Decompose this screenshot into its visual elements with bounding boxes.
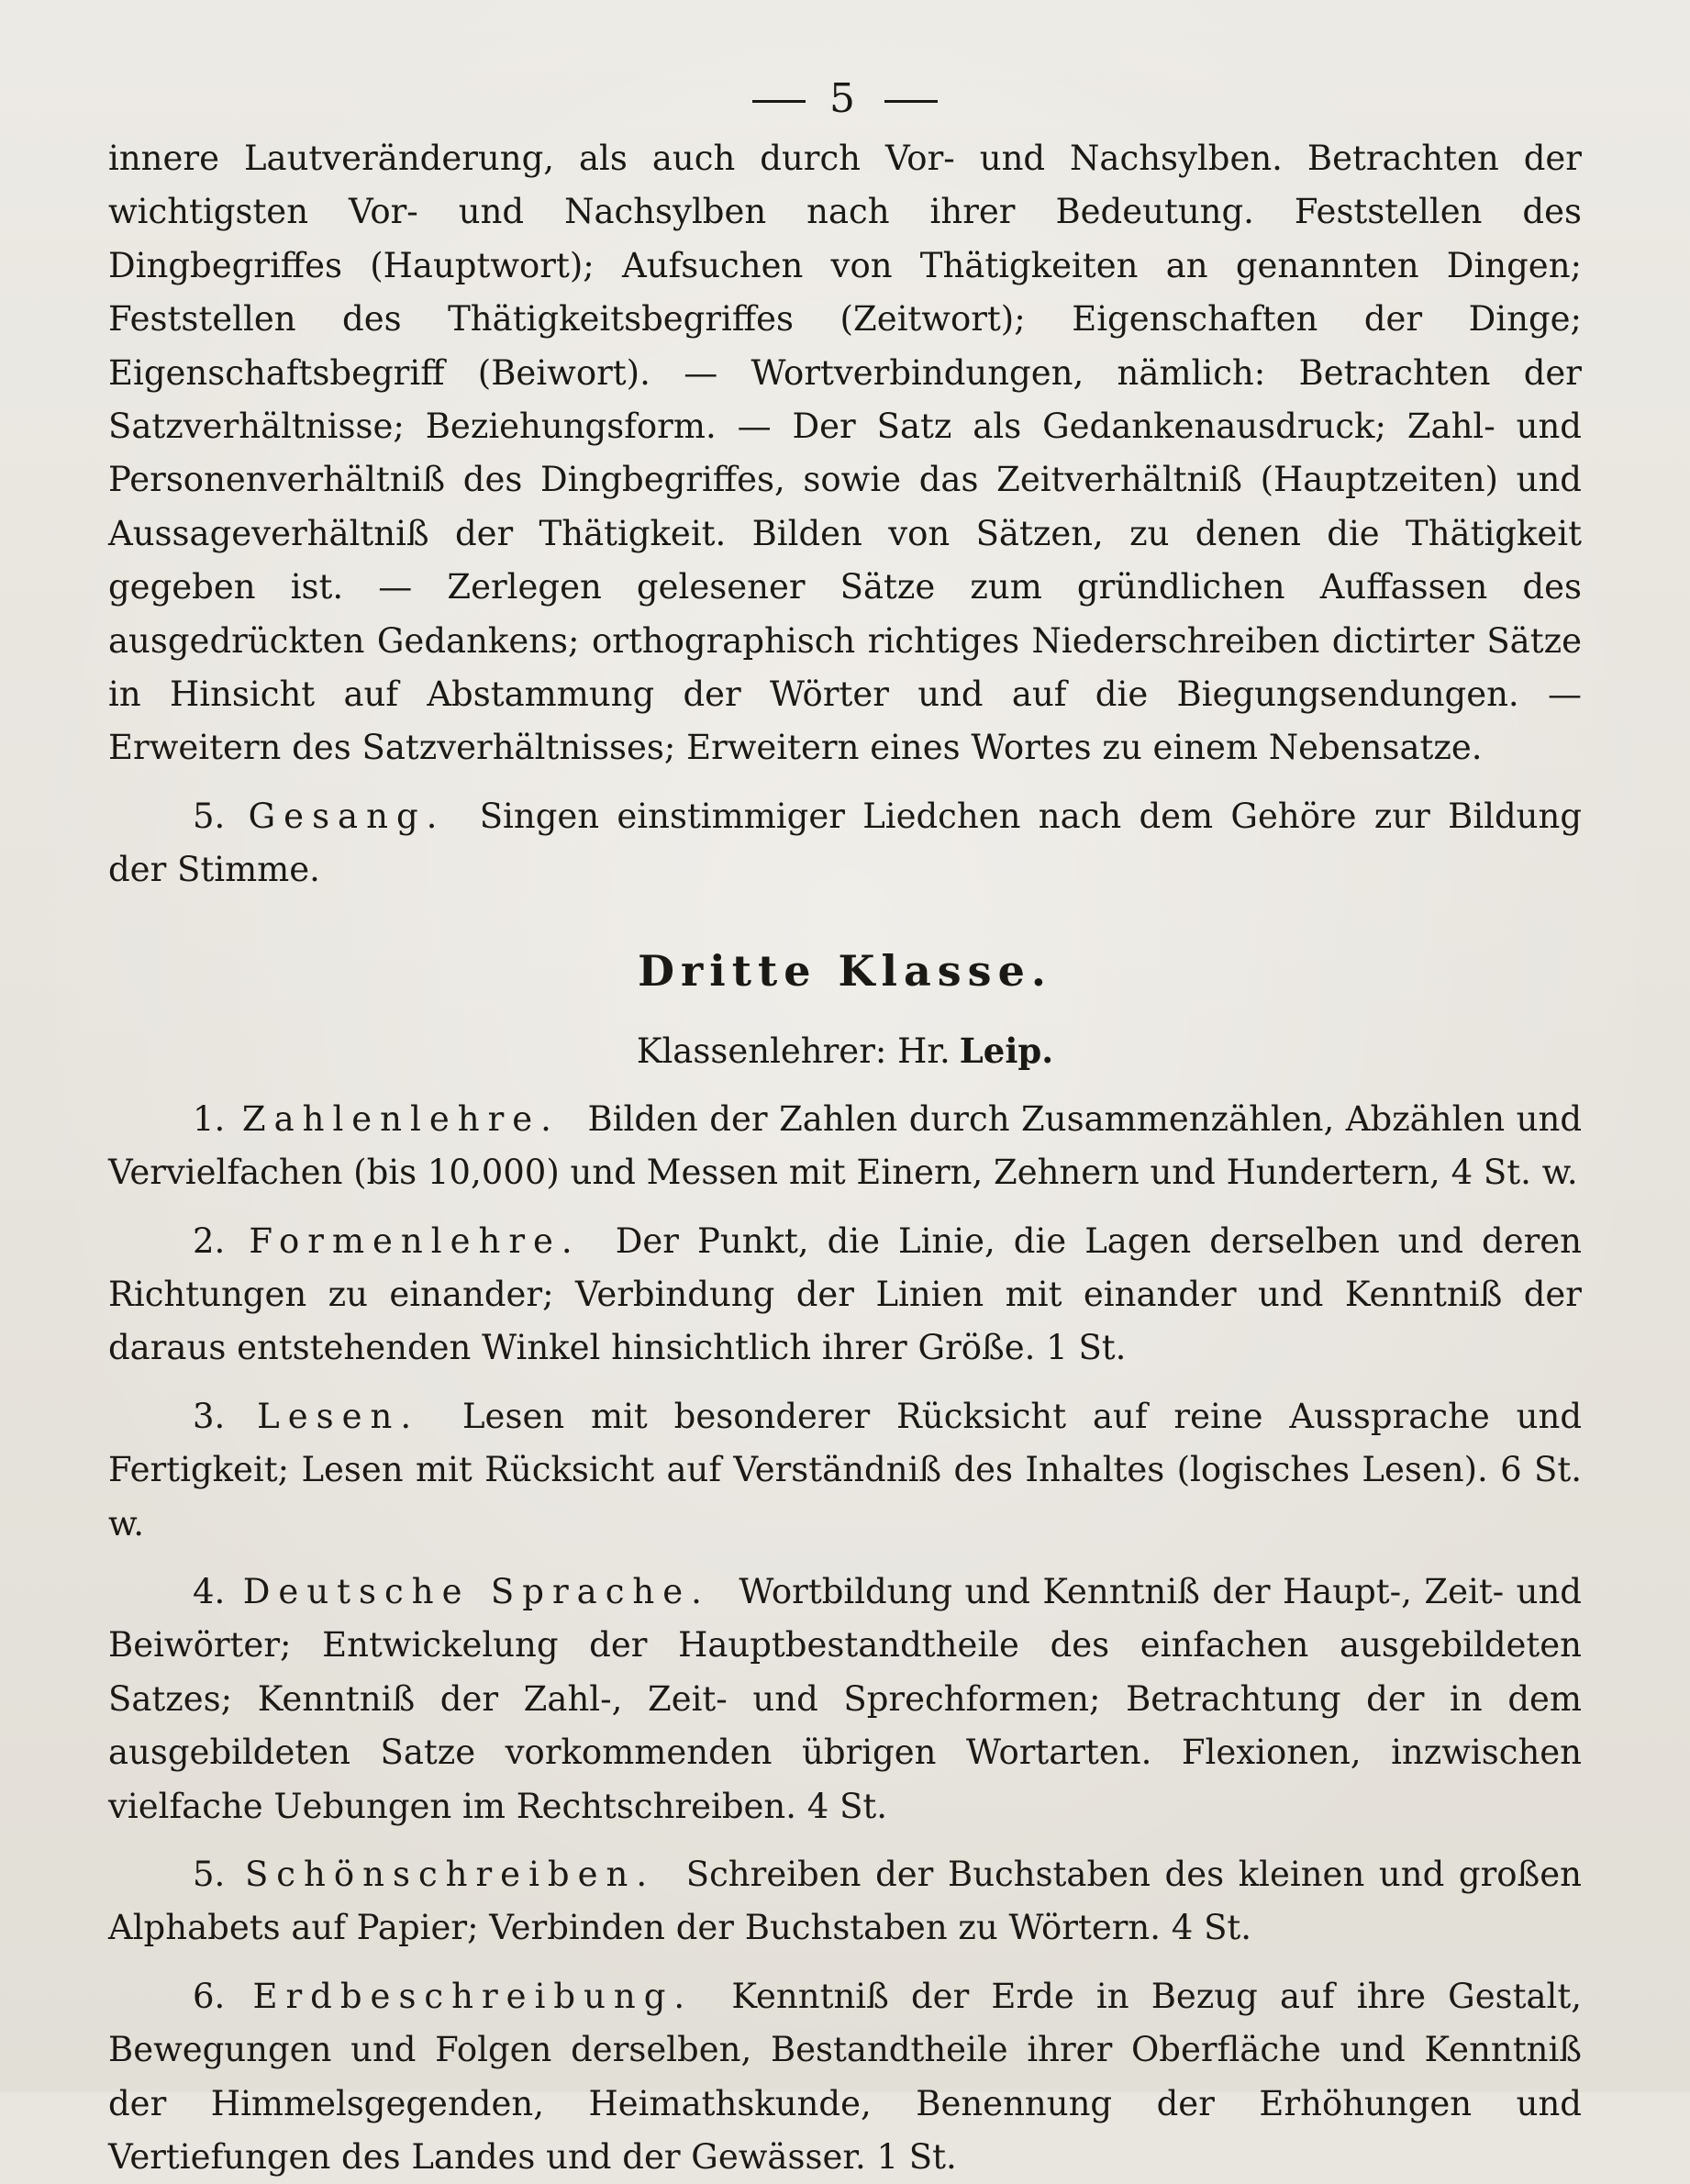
page-number-dash-right bbox=[884, 100, 938, 103]
class-teacher bbox=[108, 1024, 1582, 1078]
subject-number: 4. bbox=[193, 1571, 226, 1611]
page-number bbox=[108, 72, 1582, 127]
gesang-heading: Gesang. bbox=[248, 796, 446, 836]
subject-heading: Deutsche Sprache. bbox=[242, 1571, 710, 1611]
subject-item-lesen bbox=[108, 1390, 1582, 1551]
subject-heading: Formenlehre. bbox=[249, 1220, 581, 1261]
subject-text: Schreiben der Buchstaben des kleinen und großen Alphabets auf Papier; Verbinden der Buchstaben zu Wörtern. 4 St. bbox=[108, 1854, 1582, 1948]
subject-text: Kenntniß der Erde in Bezug auf ihre Gestalt, Bewegungen und Folgen derselben, Bestandtheile ihrer Oberfläche und Kenntniß der Himmelsgegenden, Heimathskunde, Benennung der Erhöhungen und Vertiefungen des Landes und der Gewässer. 1 St. bbox=[108, 1976, 1582, 2177]
class-teacher-name: Leip. bbox=[959, 1030, 1054, 1071]
subject-item-schoenschreiben bbox=[108, 1848, 1582, 1956]
subject-item-formenlehre bbox=[108, 1215, 1582, 1376]
section-title: Dritte Klasse. bbox=[638, 945, 1052, 996]
gesang-item bbox=[108, 790, 1582, 897]
subject-text: Bilden der Zahlen durch Zusammenzählen, Abzählen und Vervielfachen (bis 10,000) und Messen mit Einern, Zehnern und Hundertern, 4 St. w. bbox=[108, 1098, 1583, 1193]
subject-item-zahlenlehre bbox=[108, 1093, 1582, 1200]
subject-text: Lesen mit besonderer Rücksicht auf reine Aussprache und Fertigkeit; Lesen mit Rücksicht auf Verständniß des Inhaltes (logisches Lesen). 6 St. w. bbox=[108, 1396, 1582, 1543]
subject-heading: Schönschreiben. bbox=[244, 1854, 656, 1894]
subject-number: 3. bbox=[193, 1396, 226, 1436]
subject-heading: Erdbeschreibung. bbox=[252, 1976, 694, 2016]
page-number-dash-left bbox=[752, 100, 806, 103]
gesang-text: Singen einstimmiger Liedchen nach dem Gehöre zur Bildung der Stimme. bbox=[108, 796, 1583, 890]
subject-heading: Zahlenlehre. bbox=[241, 1098, 560, 1139]
subject-item-deutsche-sprache bbox=[108, 1566, 1582, 1833]
page-number-value: 5 bbox=[829, 75, 861, 122]
class-teacher-label: Klassenlehrer: Hr. bbox=[636, 1031, 951, 1071]
subject-text: Wortbildung und Kenntniß der Haupt-, Zeit- und Beiwörter; Entwickelung der Hauptbestandtheile des einfachen ausgebildeten Satzes; Kenntniß der Zahl-, Zeit- und Sprechformen; Betrachtung der in dem ausgebildeten Satze vorkommenden übrigen Wortarten. Flexionen, inzwischen vielfache Uebungen im Rechtschreiben. 4 St. bbox=[108, 1571, 1582, 1826]
subject-number: 1. bbox=[193, 1098, 226, 1139]
gesang-number: 5. bbox=[193, 796, 226, 836]
subject-item-erdbeschreibung bbox=[108, 1970, 1582, 2184]
subject-number: 2. bbox=[193, 1220, 226, 1261]
subject-heading: Lesen. bbox=[257, 1396, 420, 1436]
intro-paragraph: innere Lautveränderung, als auch durch Vor- und Nachsylben. Betrachten der wichtigsten Vor- und Nachsylben nach ihrer Bedeutung. Feststellen des Dingbegriffes (Hauptwort); Aufsuchen von Thätigkeiten an genannten Dingen; Feststellen des Thätigkeitsbegriffes (Zeitwort); Eigenschaften der Dinge; Eigenschaftsbegriff (Beiwort). — Wortverbindungen, nämlich: Betrachten der Satzverhältnisse; Beziehungsform. — Der Satz als Gedankenausdruck; Zahl- und Personenverhältniß des Dingbegriffes, sowie das Zeitverhältniß (Hauptzeiten) und Aussageverhältniß der Thätigkeit. Bilden von Sätzen, zu denen die Thätigkeit gegeben ist. — Zerlegen gelesener Sätze zum gründlichen Auffassen des ausgedrückten Gedankens; orthographisch richtiges Niederschreiben dictirter Sätze in Hinsicht auf Abstammung der Wörter und auf die Biegungsendungen. — Erweitern des Satzverhältnisses; Erweitern eines Wortes zu einem Nebensatze. bbox=[108, 139, 1582, 768]
subject-text: Der Punkt, die Linie, die Lagen derselben und deren Richtungen zu einander; Verbindung der Linien mit einander und Kenntniß der daraus entstehenden Winkel hinsichtlich ihrer Größe. 1 St. bbox=[108, 1220, 1583, 1368]
subject-number: 6. bbox=[193, 1976, 226, 2016]
subject-number: 5. bbox=[193, 1854, 226, 1894]
